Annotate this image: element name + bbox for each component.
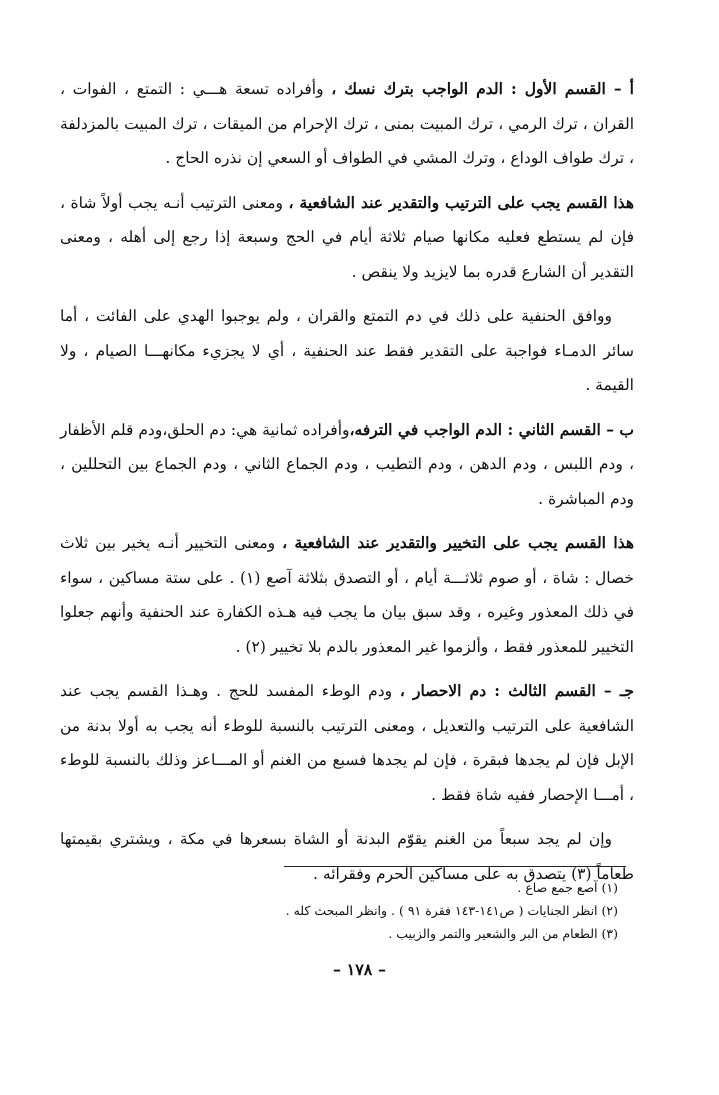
footnote-2: (٢) انظر الجنايات ( ص١٤١-١٤٣ فقرة ٩١ ) . وانظر المبحث كله . (285, 903, 618, 918)
paragraph-text: ودم الوطء المفسد للحج . وهـذا القسم يجب عند الشافعية على الترتيب والتعديل ، ومعنى الترتيب بالنسبة للوطء أنه يجب به أولا بدنة من الإبل فإن لم يجدها فبقرة ، فإن لم يجدها فسبع من الغنم أو المـــاعز وذلك بالنسبة للوطء ، أمـــا الإحصار ففيه شاة فقط . (60, 682, 634, 804)
ruling-heading: هذا القسم يجب على التخيير والتقدير عند الشافعية ، (282, 533, 634, 552)
paragraph-3 (60, 299, 634, 403)
paragraph-5 (60, 526, 634, 664)
paragraph-text: وإن لم يجد سبعاً من الغنم يقوّم البدنة أو الشاة بسعرها في مكة ، ويشتري بقيمتها طعاماً (٣) يتصدق به على مساكين الحرم وفقرائه . (60, 830, 634, 883)
section-heading-b: ب – القسم الثاني : الدم الواجب في الترفه، (349, 419, 634, 439)
paragraph-text: ومعنى التخيير أنـه يخير بين ثلاث خصال : شاة ، أو صوم ثلاثـــة أيام ، أو التصدق بثلاثة آصع (١) . على ستة مساكين ، سواء في ذلك المعذور وغيره ، وقد سبق بيان ما يجب فيه هـذه الكفارة عند الحنفية وأنهم جعلوا التخيير للمعذور فقط ، وألزموا غير المعذور بالدم بلا تخيير (٢) . (60, 534, 634, 656)
footnote-1: (١) آصع جمع صاع . (517, 880, 618, 895)
paragraph-text: وأفراده تسعة هـــي : التمتع ، الفوات ، القران ، ترك الرمي ، ترك المبيت بمنى ، ترك الإحرام من الميقات ، ترك المبيت بالمزدلفة ، ترك طواف الوداع ، وترك المشي في الطواف أو السعي إن نذره الحاج . (60, 80, 634, 167)
footnotes (200, 876, 618, 945)
footnote-separator (284, 866, 626, 867)
ruling-heading: هذا القسم يجب على الترتيب والتقدير عند الشافعية ، (288, 192, 634, 212)
page-number: – ١٧٨ – (333, 960, 386, 979)
paragraph-text: ومعنى الترتيب أنـه يجب أولاً شاة ، فإن لم يستطع فعليه مكانها صيام ثلاثة أيام في الحج وسبعة إذا رجع إلى أهله ، ومعنى التقدير أن الشارع قدره بما لايزيد ولا ينقص . (60, 193, 634, 281)
paragraph-1 (60, 72, 634, 176)
paragraph-6 (60, 674, 634, 812)
paragraph-4 (60, 413, 634, 517)
paragraph-2 (60, 186, 634, 290)
main-text (60, 72, 634, 901)
paragraph-text: وأفراده ثمانية هي: دم الحلق،ودم قلم الأظفار ، ودم اللبس ، ودم الدهن ، ودم التطيب ، ودم الجماع الثاني ، ودم الجماع بين التحللين ، ودم المباشرة . (60, 420, 634, 508)
section-heading-a: أ – القسم الأول : الدم الواجب بترك نسك ، (331, 79, 634, 98)
paragraph-text: ووافق الحنفية على ذلك في دم التمتع والقران ، ولم يوجبوا الهدي على الفائت ، أما سائر الدمـاء فواجبة على التقدير فقط عند الحنفية ، أي لا يجزيء مكانهـــا الصيام ، ولا القيمة . (60, 307, 634, 394)
section-heading-c: جـ – القسم الثالث : دم الاحصار ، (399, 681, 634, 700)
footnote-3: (٣) الطعام من البر والشعير والتمر والزبيب . (388, 926, 618, 941)
